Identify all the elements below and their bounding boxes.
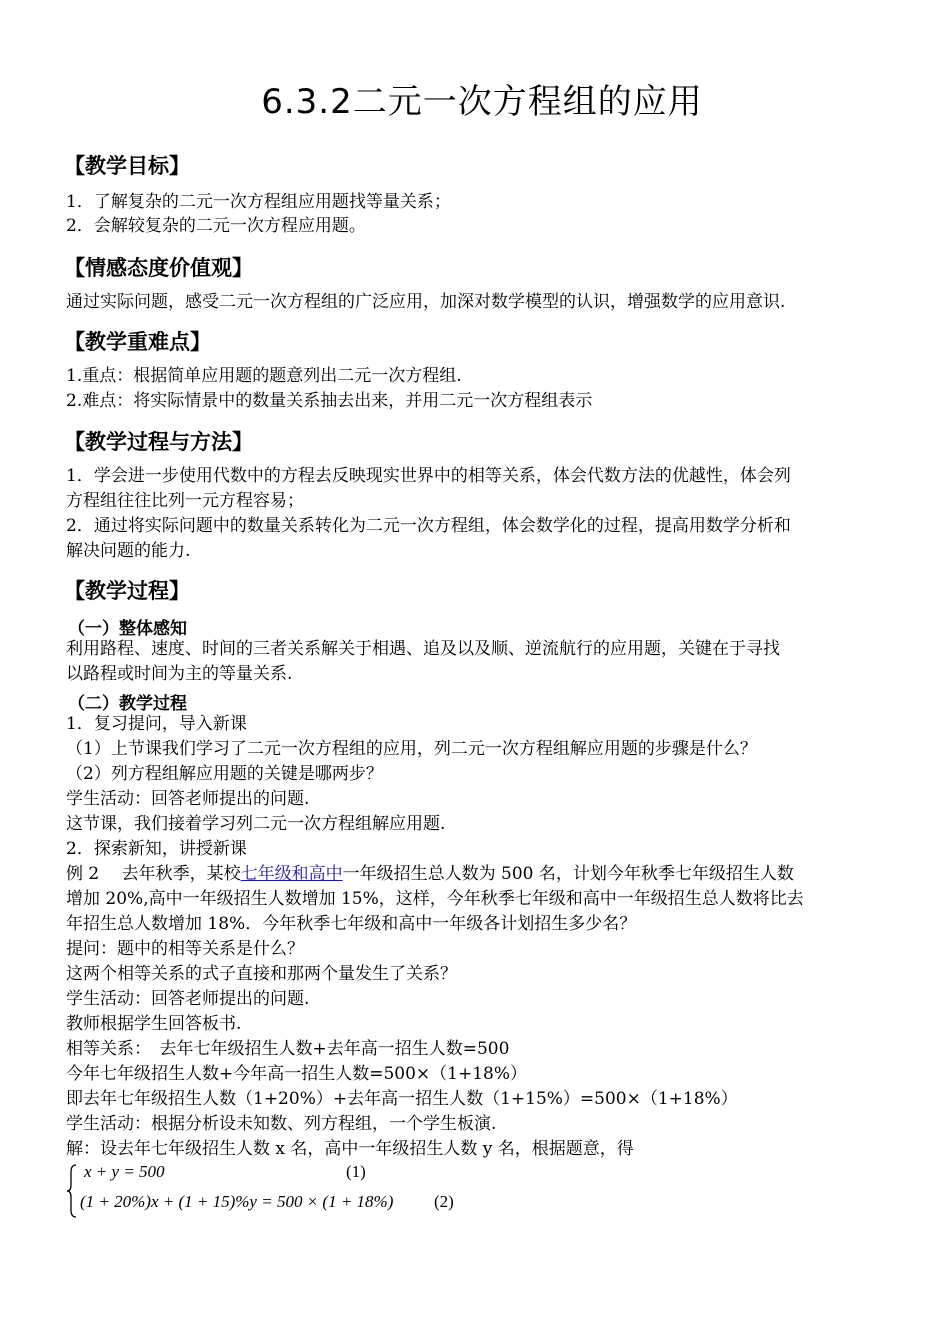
methods-line: 1．学会进一步使用代数中的方程去反映现实世界中的相等关系，体会代数方法的优越性，体会列 — [66, 466, 791, 486]
subsection-heading: （二）教学过程 — [68, 694, 187, 714]
process-heading: 【教学过程】 — [64, 579, 190, 603]
example-line: 年招生总人数增加 18%．今年秋季七年级和高中一年级各计划招生多少名？ — [66, 914, 637, 934]
equation-2-label: (2) — [434, 1192, 454, 1211]
process-line: 这两个相等关系的式子直接和那两个量发生了关系？ — [66, 964, 457, 984]
process-line: 即去年七年级招生人数（1+20%）+去年高一招生人数（1+15%）=500×（1+18%） — [66, 1089, 738, 1109]
process-line: 解：设去年七年级招生人数 x 名，高中一年级招生人数 y 名，根据题意，得 — [66, 1139, 634, 1159]
keypoints-heading: 【教学重难点】 — [64, 330, 211, 354]
methods-line: 解决问题的能力. — [66, 541, 191, 561]
process-line: 这节课，我们接着学习列二元一次方程组解应用题. — [66, 814, 446, 834]
example-rest: 一年级招生总人数为 500 名，计划今年秋季七年级招生人数 — [342, 864, 794, 884]
objectives-heading: 【教学目标】 — [64, 154, 190, 178]
process-line: 2．探索新知，讲授新课 — [66, 839, 247, 859]
process-line: 学生活动：回答老师提出的问题. — [66, 789, 310, 809]
process-line: 教师根据学生回答板书. — [66, 1014, 242, 1034]
keypoint-item: 2.难点：将实际情景中的数量关系抽去出来，并用二元一次方程组表示 — [66, 391, 593, 411]
process-line: 提问：题中的相等关系是什么？ — [66, 939, 304, 959]
objective-item: 2．会解较复杂的二元一次方程应用题。 — [66, 216, 366, 236]
example-line: 增加 20%,高中一年级招生人数增加 15%，这样，今年秋季七年级和高中一年级招生总人数将比去 — [66, 889, 804, 909]
process-line: （1）上节课我们学习了二元一次方程组的应用，列二元一次方程组解应用题的步骤是什么？ — [66, 739, 757, 759]
equation-1-label: (1) — [346, 1162, 366, 1181]
page-title: 6.3.2二元一次方程组的应用 — [261, 82, 703, 122]
subsection-heading: （一）整体感知 — [68, 619, 187, 639]
values-text: 通过实际问题，感受二元一次方程组的广泛应用，加深对数学模型的认识，增强数学的应用意识. — [66, 292, 786, 312]
process-line: 今年七年级招生人数+今年高一招生人数=500×（1+18%） — [66, 1064, 528, 1084]
values-heading: 【情感态度价值观】 — [64, 256, 253, 280]
equation-1: x + y = 500 — [84, 1162, 165, 1181]
equation-brace — [66, 1164, 78, 1218]
process-line: 学生活动：根据分析设未知数、列方程组，一个学生板演. — [66, 1114, 497, 1134]
process-line: （2）列方程组解应用题的关键是哪两步？ — [66, 764, 383, 784]
keypoint-item: 1.重点：根据简单应用题的题意列出二元一次方程组. — [66, 366, 462, 386]
equation-2: (1 + 20%)x + (1 + 15)%y = 500 × (1 + 18%) — [80, 1192, 394, 1211]
process-line: 利用路程、速度、时间的三者关系解关于相遇、追及以及顺、逆流航行的应用题，关键在于寻找 — [66, 639, 780, 659]
example-link[interactable]: 七年级和高中 — [240, 864, 343, 884]
process-line: 以路程或时间为主的等量关系. — [66, 664, 293, 684]
methods-line: 方程组往往比列一元方程容易； — [66, 491, 304, 511]
example-prefix: 例 2 去年秋季，某校 — [66, 864, 241, 884]
process-line: 相等关系： 去年七年级招生人数+去年高一招生人数=500 — [66, 1039, 510, 1059]
objective-item: 1．了解复杂的二元一次方程组应用题找等量关系； — [66, 192, 451, 212]
methods-heading: 【教学过程与方法】 — [64, 430, 253, 454]
process-line: 学生活动：回答老师提出的问题. — [66, 989, 310, 1009]
process-line: 1．复习提问，导入新课 — [66, 714, 247, 734]
example-line — [66, 862, 794, 886]
methods-line: 2．通过将实际问题中的数量关系转化为二元一次方程组，体会数学化的过程，提高用数学分析和 — [66, 516, 791, 536]
